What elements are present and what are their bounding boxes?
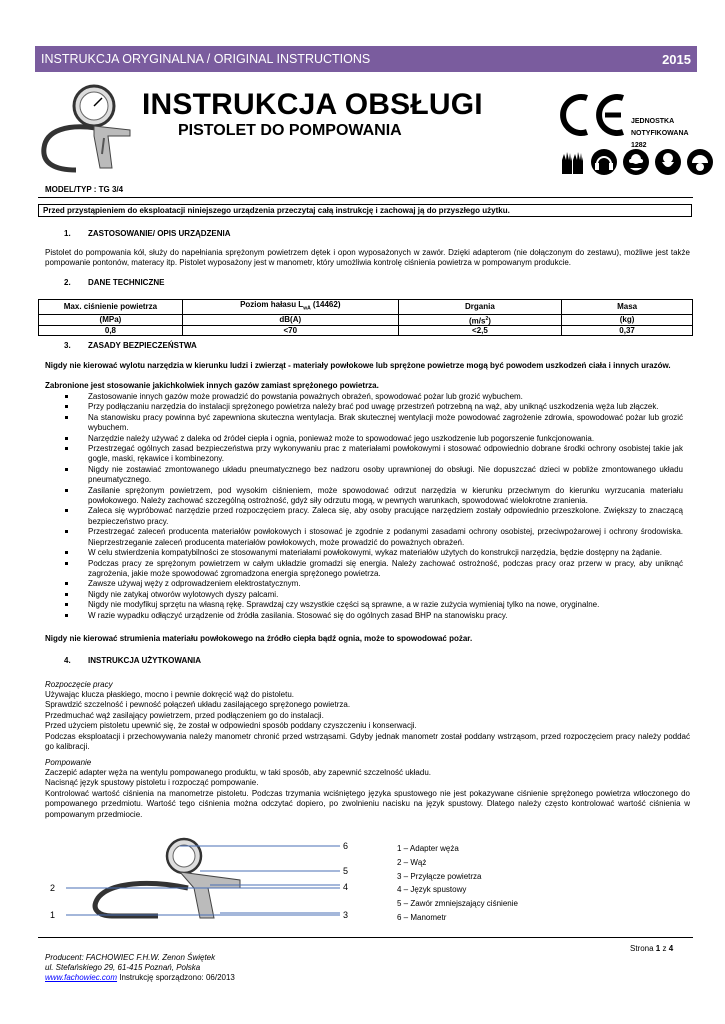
top-banner [35,46,697,72]
start-work-title: Rozpoczęcie pracy [45,680,113,689]
page-number: Strona 1 z 4 [630,944,674,953]
divider [38,197,693,198]
list-item: 2 – Wąż [397,857,427,867]
header-vibration: Drgania [398,300,562,315]
ce-mark-icon [557,92,627,138]
banner-year: 2015 [662,51,691,67]
list-item: Zastosowanie innych gazów może prowadzić do powstania poważnych obrażeń, spowodować pożar lub grozić wybuchem. [45,392,683,402]
list-item: Nigdy nie zatykaj otworów wylotowych dyszy palcami. [45,590,683,600]
list-item: W razie wypadku odłączyć urządzenie od źródła zasilania. Stosować się do ogólnych zasad BHP na stanowisku pracy. [45,611,683,621]
dust-mask-icon [654,148,682,176]
section-2-heading: 2. DANE TECHNICZNE [64,278,165,287]
callout-4: 4 [343,882,349,892]
inflator-gun-illustration [38,82,133,174]
list-item: Nigdy nie modyfikuj sprzętu na własną rękę. Sprawdzaj czy wszystkie części są sprawne, a w razie zużycia wymieniaj tylko na nowe, oryginalne. [45,600,683,610]
list-item: 5 – Zawór zmniejszający ciśnienie [397,899,518,909]
list-item: Nigdy nie zostawiać zmontowanego układu pneumatycznego bez nadzoru osoby uprawnionej do obsługi. Nie dopuszczać dzieci w pobliże zmontowanego układu pneumatycznego. [45,465,683,486]
page-title: INSTRUKCJA OBSŁUGI [142,88,483,121]
safety-outro: Nigdy nie kierować strumienia materiału powłokowego na źródło ciepła bądź ognia, może to spowodować pożar. [45,634,473,643]
table-row [39,300,693,315]
parts-legend [397,842,518,925]
header-mass: Masa [562,300,693,315]
start-work-text: Używając klucza płaskiego, mocno i pewnie dokręcić wąż do pistoletu. Sprawdzić szczelność i pewność połączeń układu zasilającego sprężonego powietrza. Przedmuchać wąż zasilający powietrzem, przed podłączeniem go do instalacji. Przed użyciem pistoletu upewnić się, że został w odpowiedni sposób poddany czyszczeniu i konserwacji. Podczas eksploatacji i przechowywania należy manometr chronić przed wstrząsami. Gdyby jednak manometr został poddany wstrząsom, przed rozpoczęciem pracy należy poddać go kalibracji. [45,690,690,752]
list-item: Narzędzie należy używać z daleka od źródeł ciepła i ognia, ponieważ może to spowodować jego uszkodzenie lub pogorszenie funkcjonowania. [45,434,683,444]
list-item: Zasilanie sprężonym powietrzem, pod wysokim ciśnieniem, może spowodować odrzut narzędzia w kierunku przeciwnym do kierunku wyrzucania materiału powłokowego. Należy zachować szczególną ostrożność, gdyż siły odrzutu mogą, w pewnych warunkach, spowodować wielokrotne zranienia. [45,486,683,507]
list-item: Zaleca się wypróbować narzędzie przed rozpoczęciem pracy. Zaleca się, aby osoby pracujące narzędziem zostały odpowiednio przeszkolone. Zwiększy to znaczącą bezpieczeństwo pracy. [45,506,683,527]
model-type: MODEL/TYP : TG 3/4 [45,185,124,194]
section-1-heading: 1. ZASTOSOWANIE/ OPIS URZĄDZENIA [64,229,231,238]
safety-intro-1: Nigdy nie kierować wylotu narzędzia w kierunku ludzi i zwierząt - materiały powłokowe lub sprężone powietrze mogą być powodem uszkodzeń ciała i innych urazów. [45,361,671,370]
table-row: (MPa) dB(A) $(m/s^2)$ (kg) [39,314,693,326]
callout-6: 6 [343,841,349,851]
header-pressure: Max. ciśnienie powietrza [39,300,183,315]
callout-3: 3 [343,910,349,920]
list-item: 3 – Przyłącze powietrza [397,871,482,881]
callout-1: 1 [50,910,56,920]
section-1-text: Pistolet do pompowania kół, służy do napełniania sprężonym powietrzem dętek i opon wyposażonych w zawór. Dzięki adapterom (nie dołączonym do zestawu), możliwe jest także pompowanie pontonów, materacy itp. Pistolet wyposażony jest w manometr, który umożliwia kontrolę ciśnienia powietrza w pompowanym produkcie. [45,248,690,268]
page-subtitle: PISTOLET DO POMPOWANIA [178,122,402,139]
section-3-heading: 3. ZASADY BEZPIECZEŃSTWA [64,341,197,350]
list-item: Na stanowisku pracy powinna być zapewniona skuteczna wentylacja. Brak skutecznej wentylacji może powodować zagrożenie zdrowia, spowodować pożar lub grozić wybuchem. [45,413,683,434]
producer-name: Producent: FACHOWIEC F.H.W. Zenon Świętek [45,953,216,962]
list-item: Przy podłączaniu narzędzia do instalacji sprężonego powietrza należy brać pod uwagę przestrzeń potrzebną na wąż, aby uniknąć uszkodzenia węża lub złączek. [45,402,683,412]
list-item: 1 – Adapter węża [397,844,459,853]
list-item: Przestrzegać zaleceń producenta materiałów powłokowych i stosować je zgodnie z podanymi zasadami ochrony osobistej, przeciwpożarowej i ochrony środowiska. Nieprzestrzeganie zaleceń producenta materiałów powłokowych, może prowadzić do poważnych obrażeń. [45,527,683,548]
list-item: 6 – Manometr [397,912,447,922]
list-item: Przestrzegać ogólnych zasad bezpieczeństwa przy wykonywaniu prac z materiałami powłokowymi i stosować odpowiednio dobrane środki ochrony osobistej takie jak gogle, maski, rękawice i kombinezony. [45,444,683,465]
safety-rules-list [45,392,683,621]
safety-intro-2: Zabronione jest stosowanie jakichkolwiek innych gazów zamiast sprężonego powietrza. [45,381,379,390]
technical-data-table [38,299,693,336]
footer-divider [38,937,693,938]
section-4-heading: 4. INSTRUKCJA UŻYTKOWANIA [64,656,202,665]
footer [45,953,235,984]
notified-body: JEDNOSTKA NOTYFIKOWANA 1282 [631,118,689,149]
list-item: Podczas pracy ze sprężonym powietrzem w całym układzie gromadzi się energia. Należy zachować ostrożność, podczas pracy oraz przerw w pracy, aby uniknąć zagrożenia, jakie może spowodować zgromadzona energia sprężonego powietrza. [45,559,683,580]
list-item: W celu stwierdzenia kompatybilności ze stosowanymi materiałami powłokowymi, wykaz materiałów użytych do konstrukcji narzędzia, będzie dostępny na żądanie. [45,548,683,558]
website-link[interactable]: www.fachowiec.com [45,973,118,983]
table-row: 0,8 <70 <2,5 0,37 [39,326,693,336]
banner-title: INSTRUKCJA ORYGINALNA / ORIGINAL INSTRUCTIONS [41,52,371,66]
pumping-text: Zaczepić adapter węża na wentylu pompowanego produktu, w taki sposób, aby zapewnić szczelność układu. Nacisnąć język spustowy pistoletu i rozpocząć pompowanie. Kontrolować wartość ciśnienia na manometrze pistoletu. Podczas trzymania wciśniętego języka spustowego nie jest pokazywane ciśnienie sprężonego powietrza wtłoczonego do pompowanego przedmiotu. Wartość tego ciśnienia można odczytać dopiero, po zwolnieniu nacisku na język spustowy. Dlatego należy często kontrolować wartość ciśnienia w pompowanym przedmiocie. [45,768,690,819]
ppe-icons [558,148,714,176]
creation-date: Instrukcję sporządzono: 06/2013 [117,973,235,983]
ear-protection-icon [590,148,618,176]
parts-diagram [40,830,380,930]
gloves-icon [558,148,586,176]
producer-address: ul. Stefańskiego 29, 61-415 Poznań, Polska [45,963,201,973]
list-item: 4 – Język spustowy [397,885,467,895]
list-item: Zawsze używaj węży z odprowadzeniem elektrostatycznym. [45,579,683,589]
read-instructions-warning: Przed przystąpieniem do eksploatacji niniejszego urządzenia przeczytaj całą instrukcję i zachowaj ją do przyszłego użytku. [38,204,692,217]
callout-5: 5 [343,866,349,876]
callout-2: 2 [50,883,56,893]
eye-protection-icon [622,148,650,176]
head-protection-icon [686,148,714,176]
header-noise: Poziom hałasu $L_{wA}$ (14462) [182,300,398,315]
pumping-title: Pompowanie [45,758,92,767]
